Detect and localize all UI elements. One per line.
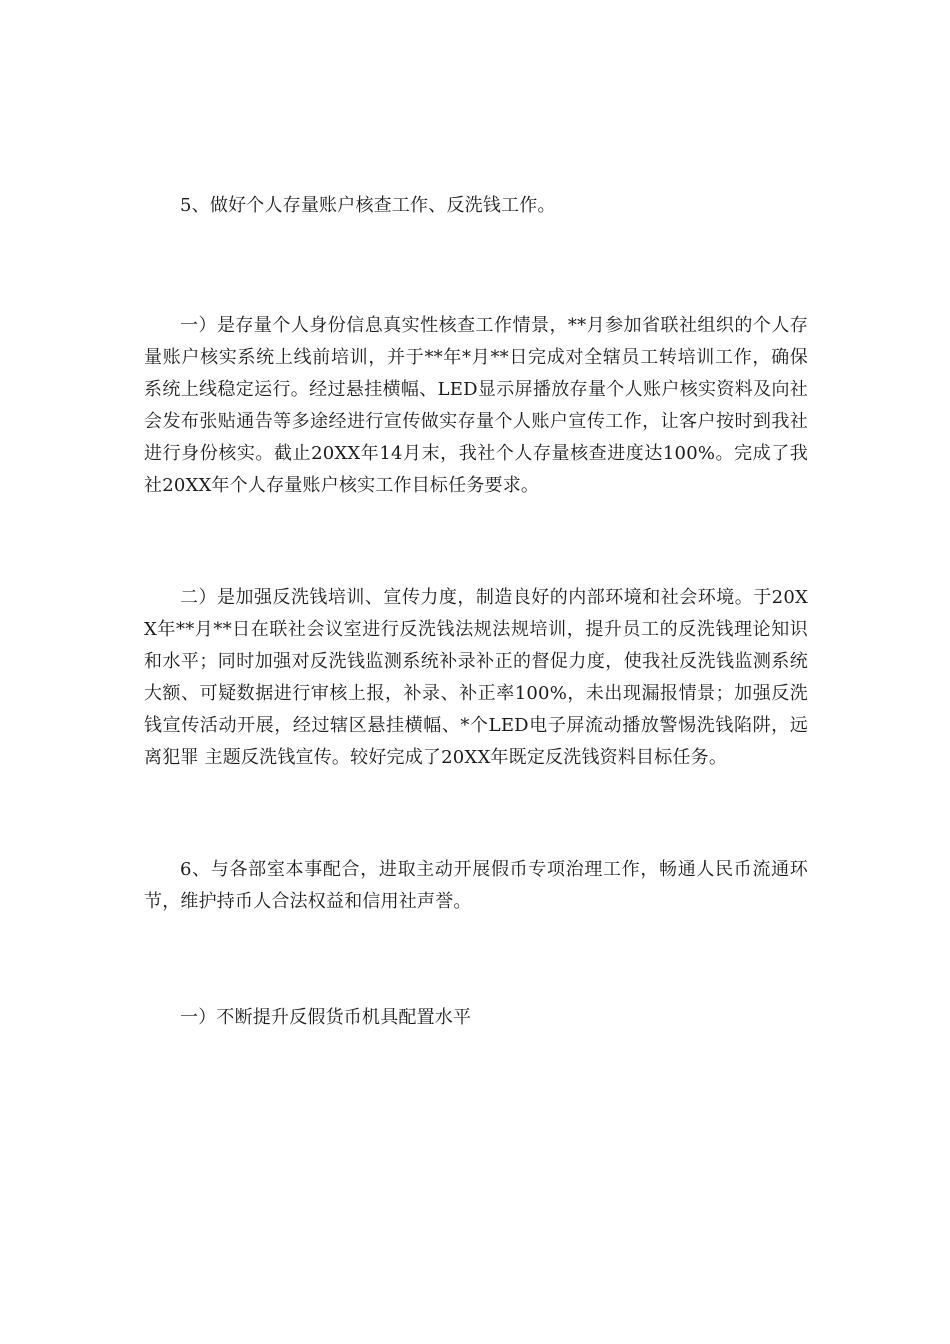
paragraph-anti-money-laundering: 二）是加强反洗钱培训、宣传力度，制造良好的内部环境和社会环境。于20XX年**月**日在联社会议室进行反洗钱法规法规培训，提升员工的反洗钱理论知识和水平；同时加强对反洗钱监测系统补录补正的督促力度，使我社反洗钱监测系统大额、可疑数据进行审核上报，补录、补正率100%，未出现漏报情景；加强反洗钱宣传活动开展，经过辖区悬挂横幅、*个LED电子屏流动播放警惕洗钱陷阱，远离犯罪 主题反洗钱宣传。较好完成了20XX年既定反洗钱资料目标任务。	[144, 587, 808, 768]
paragraph-counterfeit-equipment: 一）不断提升反假货币机具配置水平	[180, 1007, 472, 1028]
section-heading-5: 5、做好个人存量账户核查工作、反洗钱工作。	[180, 195, 556, 216]
paragraph-account-verification: 一）是存量个人身份信息真实性核查工作情景，**月参加省联社组织的个人存量账户核实系统上线前培训，并于**年*月**日完成对全辖员工转培训工作，确保系统上线稳定运行。经过悬挂横幅、LED显示屏播放存量个人账户核实资料及向社会发布张贴通告等多途经进行宣传做实存量个人账户宣传工作，让客户按时到我社进行身份核实。截止20XX年14月末，我社个人存量核查进度达100%。完成了我社20XX年个人存量账户核实工作目标任务要求。	[144, 315, 808, 496]
document-body	[144, 190, 808, 1034]
section-heading-6: 6、与各部室本事配合，进取主动开展假币专项治理工作，畅通人民币流通环节，维护持币人合法权益和信用社声誉。	[144, 859, 808, 912]
